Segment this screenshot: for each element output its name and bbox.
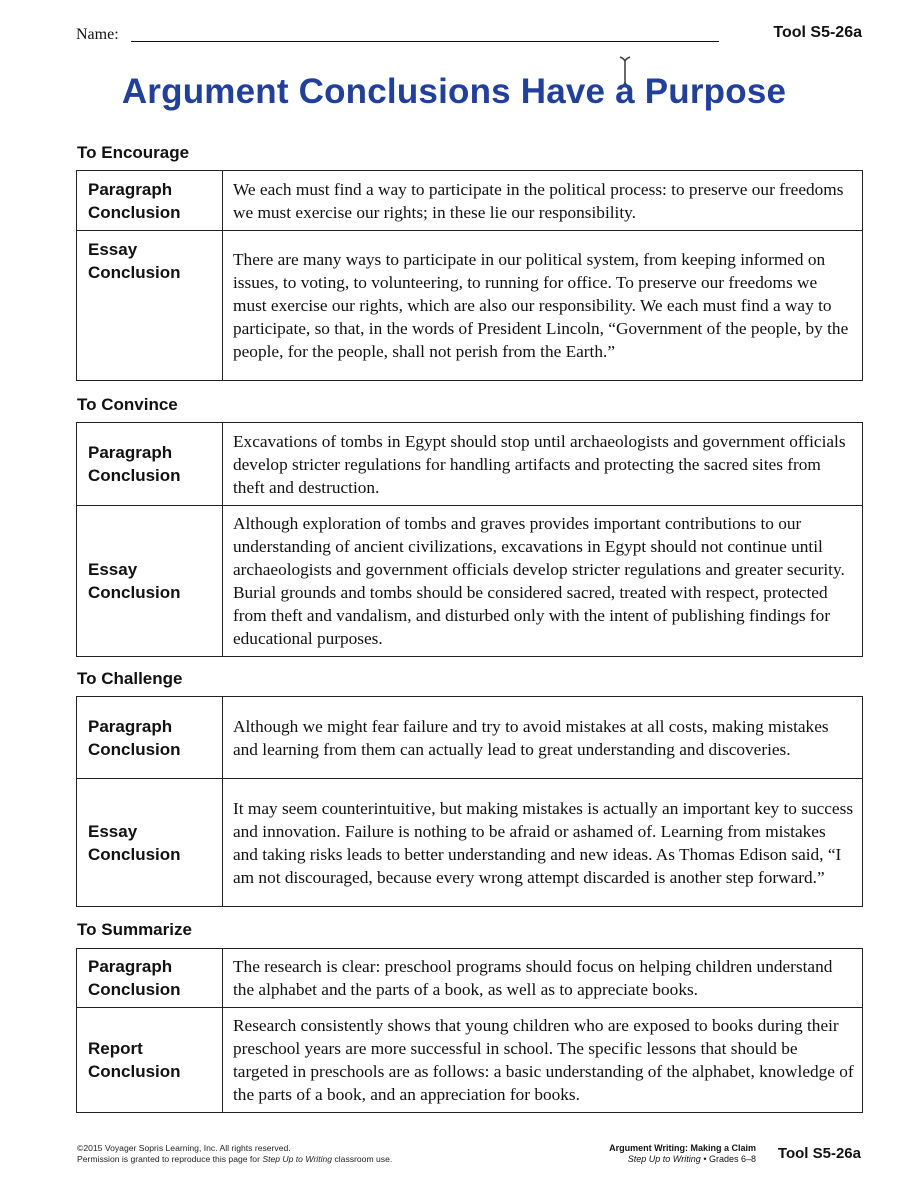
page-title: Argument Conclusions Have a Purpose: [121, 72, 787, 111]
row-label: Paragraph Conclusion: [77, 171, 223, 231]
section-heading-summarize: To Summarize: [77, 920, 192, 939]
name-entry-line[interactable]: [131, 41, 719, 42]
name-row: [76, 24, 866, 48]
table-row: [77, 1008, 863, 1113]
row-label: Paragraph Conclusion: [77, 423, 223, 506]
permission-text: Permission is granted to reproduce this page for Step Up to Writing classroom use.: [77, 1154, 393, 1164]
series-grades: Step Up to Writing • Grades 6–8: [627, 1154, 756, 1164]
row-text: Research consistently shows that young children who are exposed to books during their preschool years are more successful in school. The specific lessons that should be targeted in preschools are as follows: a basic understanding of the alphabet, knowledge of the parts of a book, and an appreciation for books.: [223, 1008, 863, 1113]
table-row: [77, 231, 863, 381]
row-label: Paragraph Conclusion: [77, 697, 223, 779]
table-row: [77, 697, 863, 779]
table-row: [77, 506, 863, 657]
row-text: There are many ways to participate in our political system, from keeping informed on issues, to voting, to volunteering, to running for office. To preserve our freedoms we must exercise our rights, which are also our responsibility. We each must find a way to participate, so that, in the words of President Lincoln, “Government of the people, by the people, for the people, shall not perish from the Earth.”: [223, 231, 863, 381]
encourage-table: [76, 170, 863, 381]
footer-book-info: [609, 1143, 756, 1165]
row-label: Essay Conclusion: [77, 779, 223, 907]
footer-copyright: [77, 1143, 392, 1165]
row-text: We each must find a way to participate in the political process: to preserve our freedoms we must exercise our rights; in these lie our responsibility.: [223, 171, 863, 231]
section-heading-challenge: To Challenge: [77, 669, 183, 688]
table-row: [77, 779, 863, 907]
section-heading-convince: To Convince: [77, 395, 178, 414]
challenge-table: [76, 696, 863, 907]
row-label: Essay Conclusion: [77, 231, 223, 381]
summarize-table: [76, 948, 863, 1113]
name-label: Name:: [76, 26, 119, 43]
row-label: Report Conclusion: [77, 1008, 223, 1113]
row-text: Excavations of tombs in Egypt should stop until archaeologists and government officials develop stricter regulations for handling artifacts and protecting the sacred sites from theft and destruction.: [223, 423, 863, 506]
tool-id-top: Tool S5-26a: [773, 24, 862, 41]
section-heading-encourage: To Encourage: [77, 143, 190, 162]
copyright-text: ©2015 Voyager Sopris Learning, Inc. All rights reserved.: [77, 1143, 291, 1153]
row-label: Paragraph Conclusion: [77, 949, 223, 1008]
table-row: [77, 423, 863, 506]
table-row: [77, 949, 863, 1008]
table-row: [77, 171, 863, 231]
convince-table: [76, 422, 863, 657]
tool-id-bottom: Tool S5-26a: [777, 1145, 861, 1162]
row-text: Although we might fear failure and try to avoid mistakes at all costs, making mistakes and learning from them can actually lead to great understanding and discoveries.: [223, 697, 863, 779]
row-text: The research is clear: preschool programs should focus on helping children understand the alphabet and the parts of a book, as well as to appreciate books.: [223, 949, 863, 1008]
row-text: It may seem counterintuitive, but making mistakes is actually an important key to success and innovation. Failure is nothing to be afraid or ashamed of. Learning from mistakes and taking risks leads to better understanding and new ideas. As Thomas Edison said, “I am not discouraged, because every wrong attempt discarded is another step forward.”: [223, 779, 863, 907]
book-title: Argument Writing: Making a Claim: [609, 1143, 756, 1153]
row-label: Essay Conclusion: [77, 506, 223, 657]
row-text: Although exploration of tombs and graves provides important contributions to our understanding of ancient civilizations, excavations in Egypt should not continue until archaeologists and government officials develop stricter regulations and greater security. Burial grounds and tombs should be considered sacred, treated with respect, protected from theft and vandalism, and disturbed only with the intent of publishing findings for educational purposes.: [223, 506, 863, 657]
